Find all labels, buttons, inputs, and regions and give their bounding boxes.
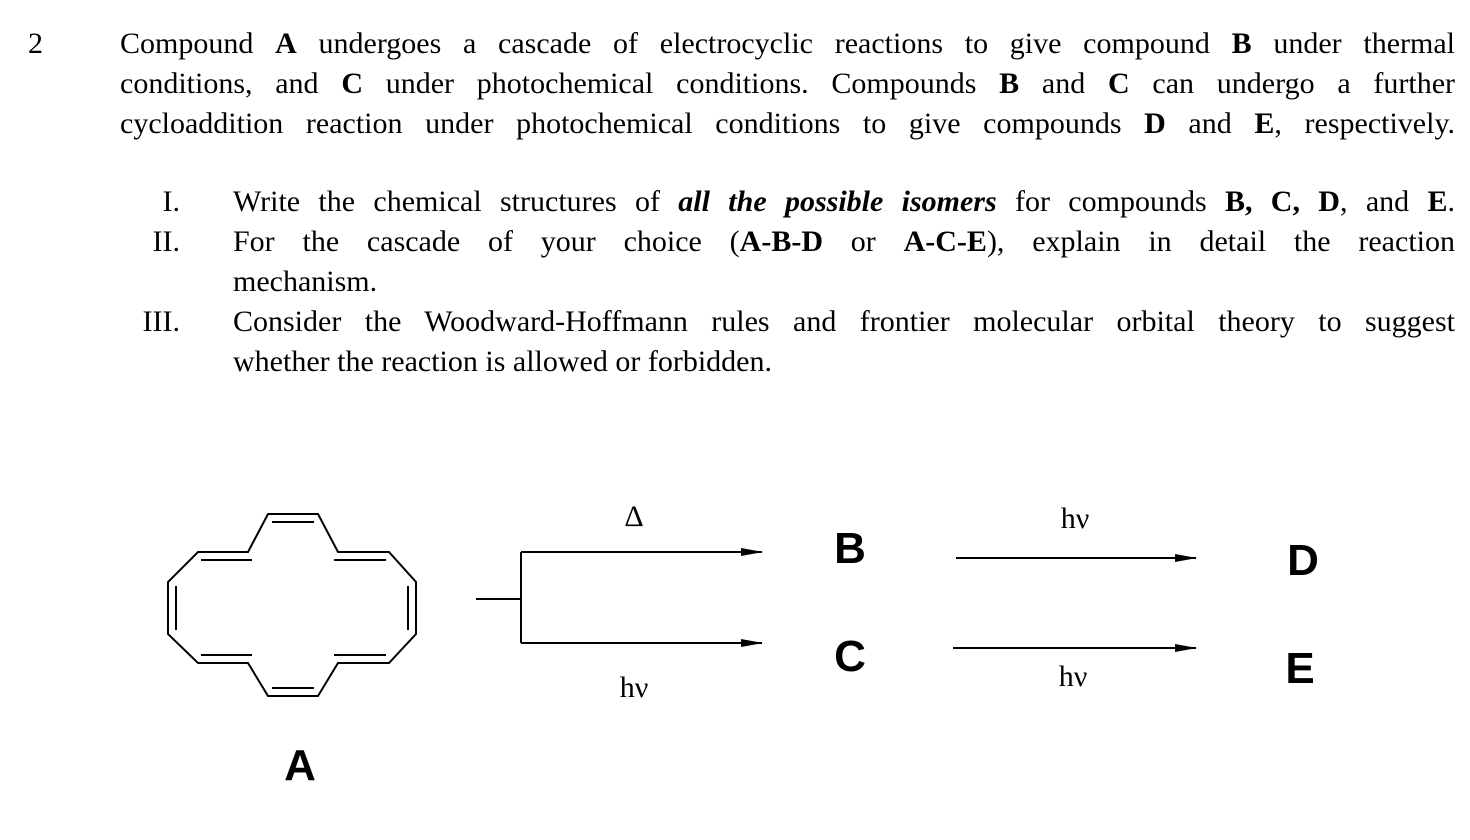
text-run: can undergo a further (1129, 67, 1455, 100)
text-run: for compounds (996, 185, 1225, 218)
compound-a-label: A (284, 741, 316, 790)
text-run: mechanism. (233, 265, 378, 298)
bold-compound-ref: E (1427, 185, 1448, 218)
text-run: undergoes a cascade of electrocyclic reactions to give compound (296, 27, 1232, 60)
text-run: under thermal (1251, 27, 1455, 60)
bold-compound-ref: D (1144, 107, 1166, 140)
bold-compound-ref: E (1254, 107, 1275, 140)
compound-e-label: E (1285, 644, 1315, 693)
item-1-numeral: I. (162, 185, 180, 218)
compound-b-label: B (834, 524, 866, 573)
compound-c-label: C (834, 632, 866, 681)
photo-condition-bd: hν (1060, 502, 1090, 535)
text-run: , and (1339, 185, 1428, 218)
bold-compound-ref: B (1231, 27, 1252, 60)
bold-compound-ref: A (275, 27, 297, 60)
item-2-numeral: II. (152, 225, 180, 258)
text-run: Write the chemical structures of (233, 185, 679, 218)
photo-condition-lower: hν (619, 671, 649, 704)
text-run: Consider the Woodward-Hoffmann rules and frontier molecular orbital theory to suggest (233, 305, 1455, 338)
text-run: under photochemical conditions. Compounds (362, 67, 1000, 100)
bold-compound-ref: A-C-E (903, 225, 987, 258)
thermal-condition: Δ (624, 500, 644, 533)
text-run: whether the reaction is allowed or forbidden. (233, 345, 772, 378)
item-3-numeral: III. (142, 305, 180, 338)
compound-d-label: D (1287, 536, 1319, 585)
text-run: . (1447, 185, 1455, 218)
bold-compound-ref: A-B-D (739, 225, 823, 258)
text-run: and (1165, 107, 1255, 140)
bold-compound-ref: C (341, 67, 363, 100)
text-run: and (1019, 67, 1108, 100)
text-run: Compound (120, 27, 276, 60)
bold-compound-ref: C (1108, 67, 1130, 100)
photo-condition-ce: hν (1058, 660, 1088, 693)
text-run: For the cascade of your choice ( (233, 225, 740, 258)
emphasis-text: all the possible isomers (678, 185, 997, 218)
text-run: conditions, and (120, 67, 342, 100)
compound-a-structure (168, 514, 416, 696)
text-run: ), explain in detail the reaction (986, 225, 1455, 258)
text-run: , respectively. (1274, 107, 1456, 140)
text-run: or (823, 225, 904, 258)
bold-compound-ref: B, C, D (1224, 185, 1340, 218)
text-run: cycloaddition reaction under photochemical conditions to give compounds (120, 107, 1145, 140)
bold-compound-ref: B (999, 67, 1020, 100)
question-number: 2 (28, 27, 43, 60)
